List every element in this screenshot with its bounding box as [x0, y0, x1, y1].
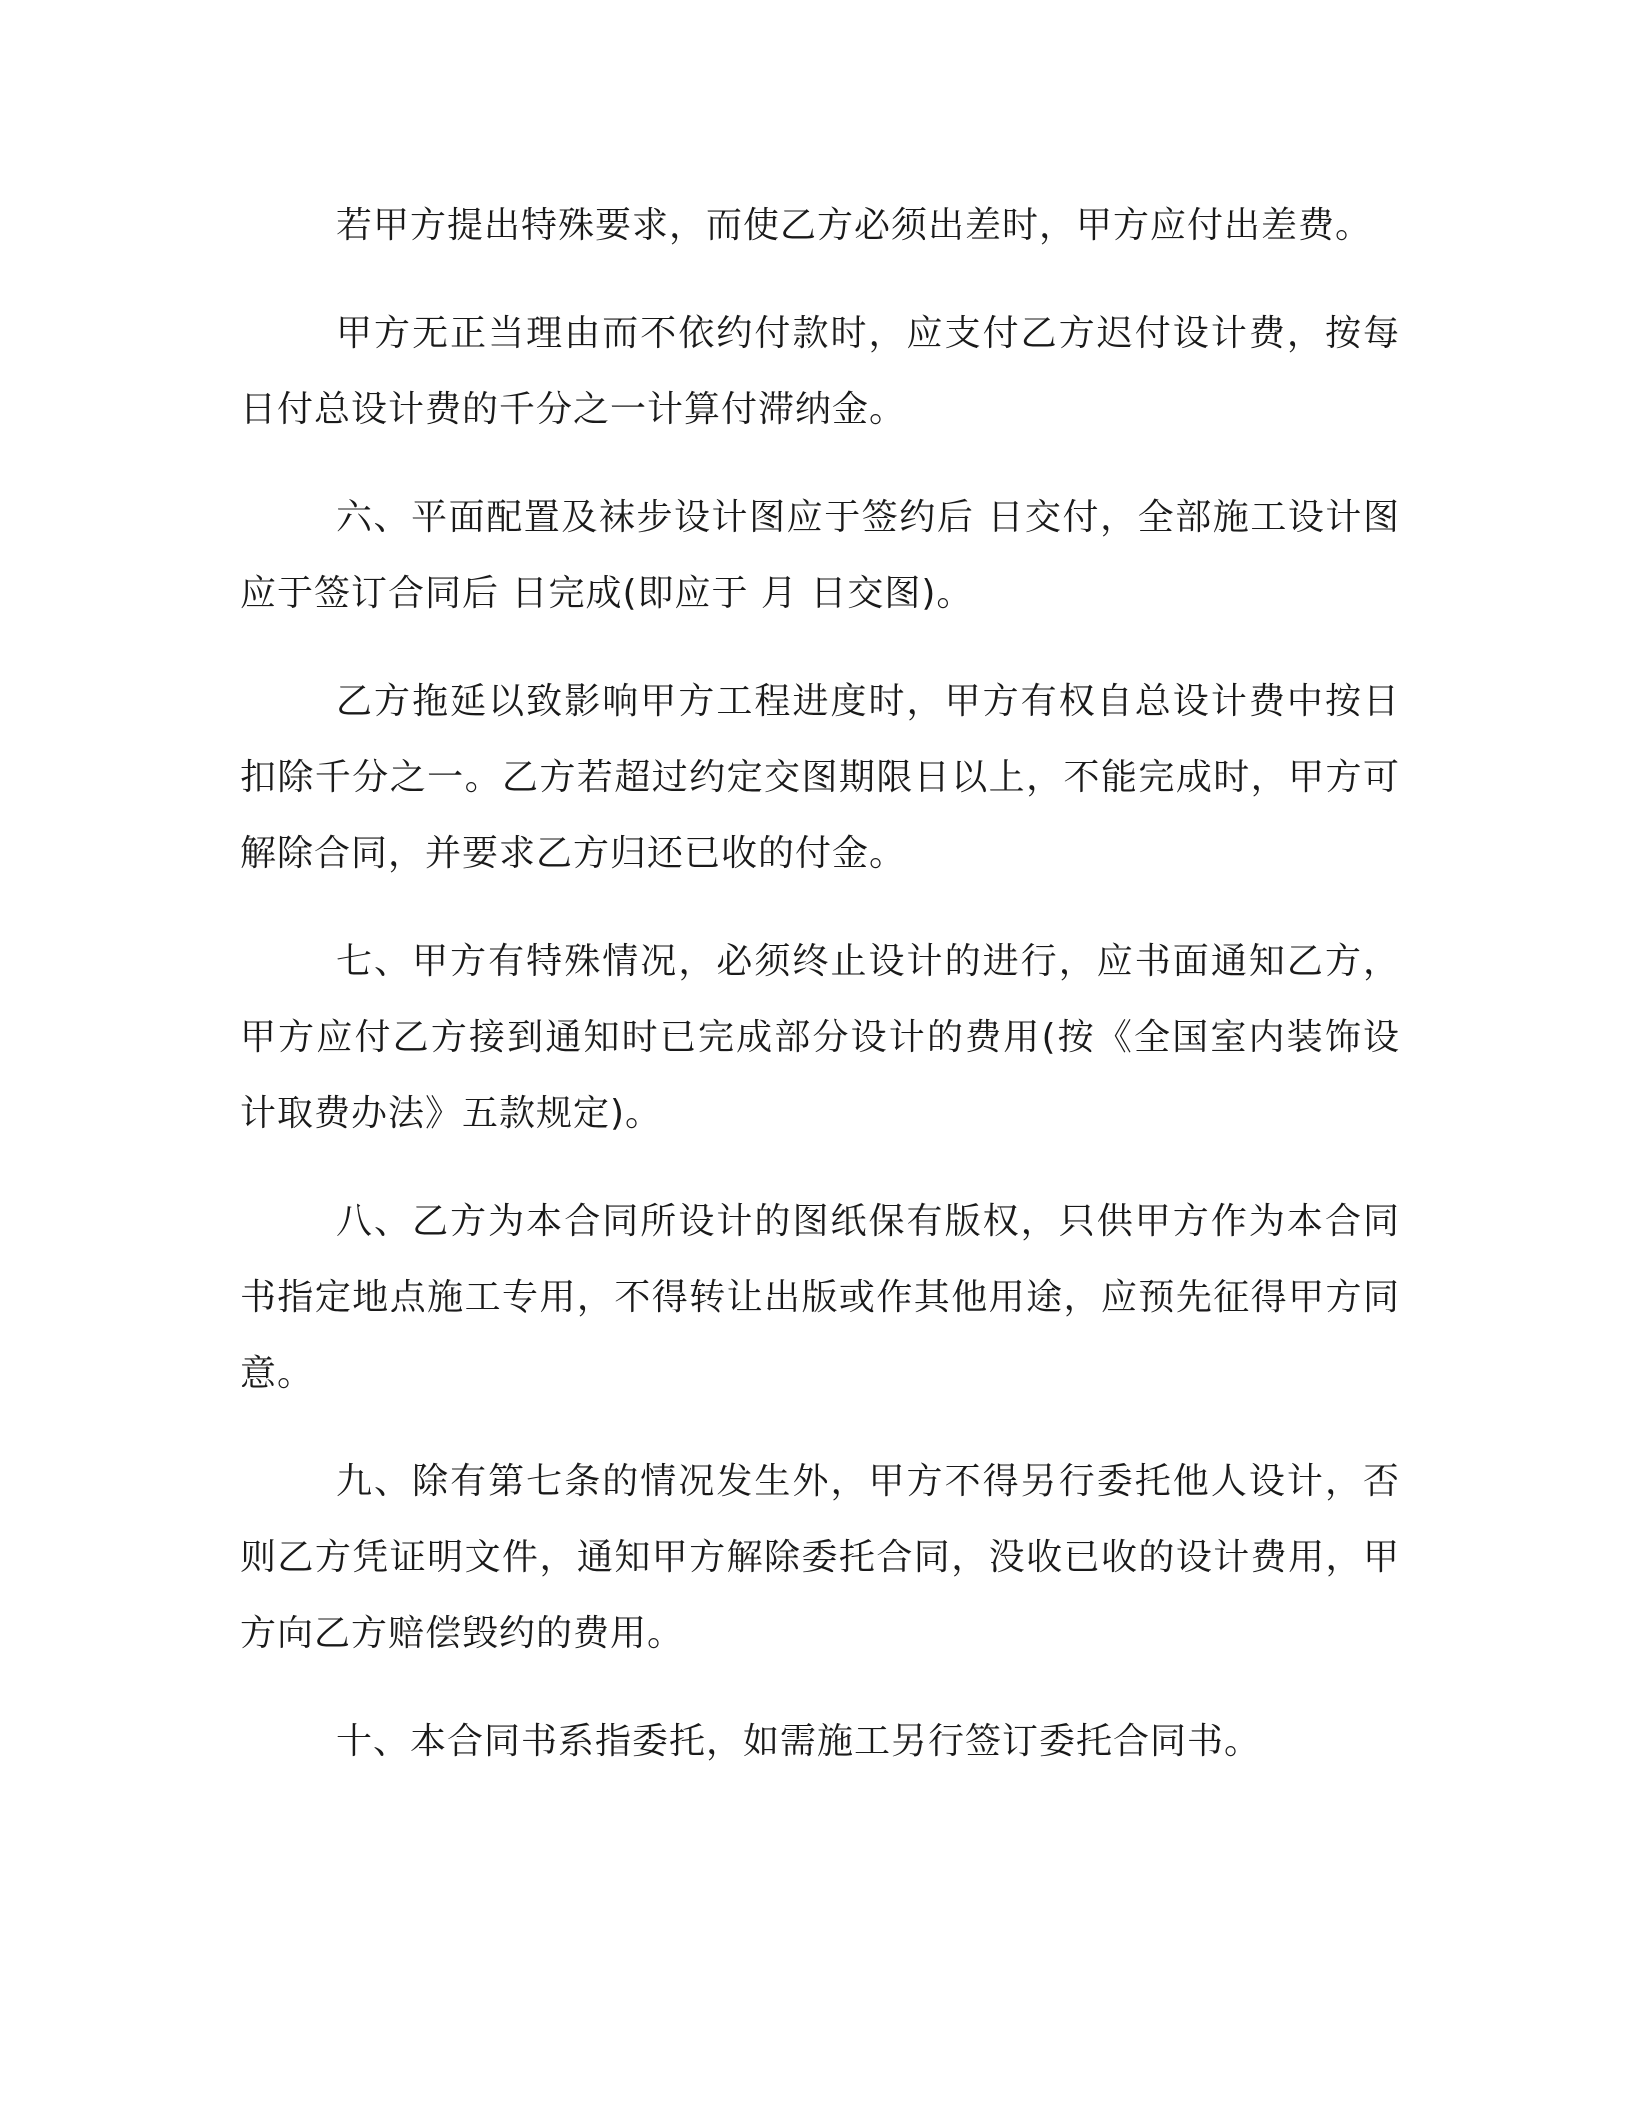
paragraph-clause-7: 七、甲方有特殊情况，必须终止设计的进行，应书面通知乙方，甲方应付乙方接到通知时已完成部分设计的费用(按《全国室内装饰设计取费办法》五款规定)。: [240, 941, 1400, 1134]
paragraph-delay-penalty: 乙方拖延以致影响甲方工程进度时，甲方有权自总设计费中按日扣除千分之一。乙方若超过约定交图期限日以上，不能完成时，甲方可解除合同，并要求乙方归还已收的付金。: [240, 681, 1400, 874]
paragraph-late-payment: 甲方无正当理由而不依约付款时，应支付乙方迟付设计费，按每日付总设计费的千分之一计算付滞纳金。: [240, 313, 1400, 430]
paragraph-clause-10: 十、本合同书系指委托，如需施工另行签订委托合同书。: [336, 1721, 1262, 1762]
document-body: [240, 188, 1400, 1780]
paragraph-clause-6: 六、平面配置及袜步设计图应于签约后 日交付，全部施工设计图应于签订合同后 日完成(即应于 月 日交图)。: [240, 497, 1400, 614]
paragraph-clause-8: 八、乙方为本合同所设计的图纸保有版权，只供甲方作为本合同书指定地点施工专用，不得转让出版或作其他用途，应预先征得甲方同意。: [240, 1201, 1400, 1394]
paragraph-clause-9: 九、除有第七条的情况发生外，甲方不得另行委托他人设计，否则乙方凭证明文件，通知甲方解除委托合同，没收已收的设计费用，甲方向乙方赔偿毁约的费用。: [240, 1461, 1400, 1654]
paragraph-travel-expenses: 若甲方提出特殊要求，而使乙方必须出差时，甲方应付出差费。: [336, 205, 1373, 246]
